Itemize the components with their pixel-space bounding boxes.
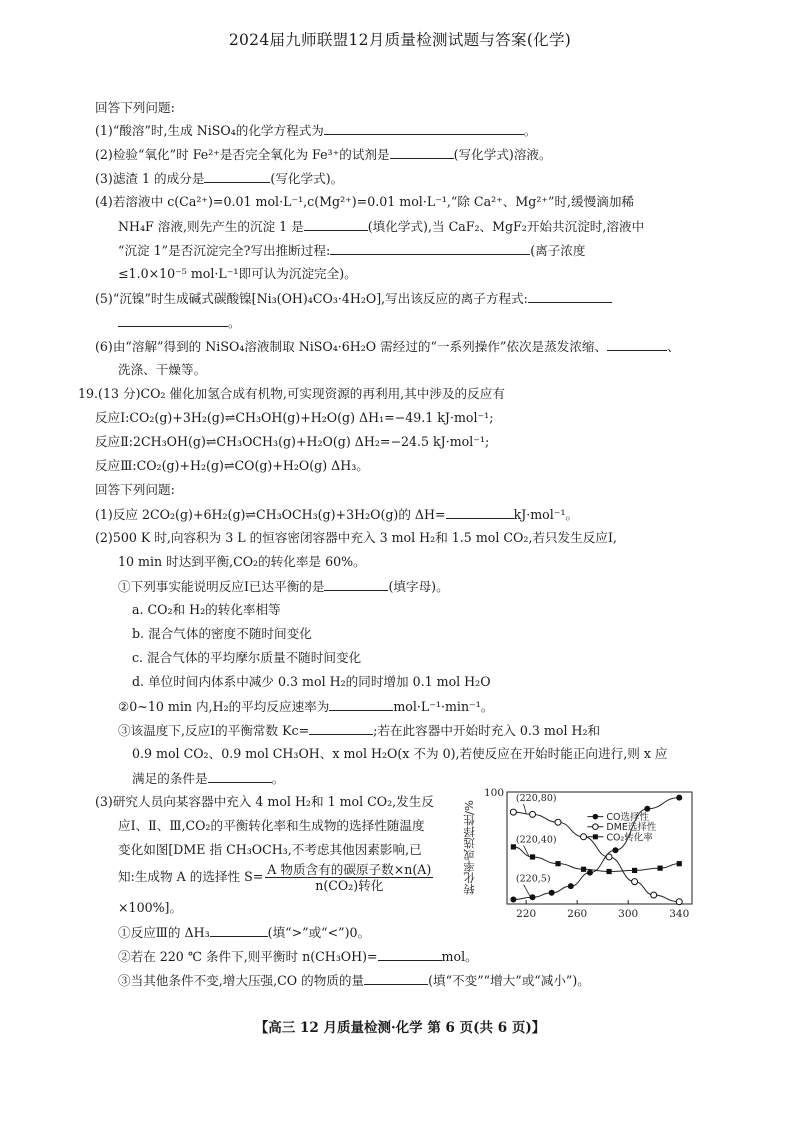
q19-intro: 19.(13 分)CO₂ 催化加氢合成有机物,可实现资源的再利用,其中涉及的反应有 xyxy=(78,386,505,401)
q18-part5-text: (5)“沉镍”时生成碱式碳酸镍[Ni₃(OH)₄CO₃·4H₂O],写出该反应的离子方程式: xyxy=(95,291,528,306)
q19-part2-sub3-line1 xyxy=(118,722,600,739)
data-point xyxy=(587,870,593,876)
answer-blank xyxy=(204,170,270,183)
q18-part4-line1: (4)若溶液中 c(Ca²⁺)=0.01 mol·L⁻¹,c(Mg²⁺)=0.01 mol·L⁻¹,“除 Ca²⁺、Mg²⁺”时,缓慢滴加稀 xyxy=(95,194,635,209)
q19-part2-sub3-line3 xyxy=(132,770,284,787)
q18-part3-end: (写化学式)。 xyxy=(270,171,344,186)
q18-part3-text: (3)滤渣 1 的成分是 xyxy=(95,171,205,186)
legend-marker xyxy=(593,814,599,820)
q19-part3-line4 xyxy=(118,860,435,894)
q19-part2-line1: (2)500 K 时,向容积为 3 L 的恒容密闭容器中充入 3 mol H₂和 1.5 mol CO₂,若只发生反应Ⅰ, xyxy=(95,530,617,545)
plot-frame xyxy=(507,792,692,904)
q19-part2-sub3-cond: 满足的条件是 xyxy=(132,771,208,786)
q18-part6-sep: 、 xyxy=(667,339,680,354)
answer-blank xyxy=(330,242,530,255)
data-point xyxy=(632,879,638,885)
data-point xyxy=(568,883,574,889)
q18-part4-line2-end: (填化学式),当 CaF₂、MgF₂开始共沉淀时,溶液中 xyxy=(367,219,645,234)
data-point xyxy=(510,809,516,815)
q19-part2-sub1-text: ①下列事实能说明反应Ⅰ已达平衡的是 xyxy=(118,579,325,594)
answer-blank xyxy=(304,218,368,231)
data-point xyxy=(530,854,535,859)
data-point xyxy=(555,861,560,866)
annotation-arrow xyxy=(524,804,527,813)
answer-blank xyxy=(378,948,442,961)
legend-marker xyxy=(593,824,599,830)
data-point xyxy=(581,867,586,872)
q19-part3-line5: ×100%]。 xyxy=(118,900,183,915)
q18-part4-line2-text: NH₄F 溶液,则先产生的沉淀 1 是 xyxy=(118,219,304,234)
answer-blank xyxy=(528,290,612,303)
q19-part2-sub2-text: ②0~10 min 内,H₂的平均反应速率为 xyxy=(118,699,330,714)
data-point xyxy=(676,795,682,801)
reaction-2: 反应Ⅱ:2CH₃OH(g)⇌CH₃OCH₃(g)+H₂O(g) ΔH₂=−24.5 kJ·mol⁻¹; xyxy=(95,434,490,449)
option-b: b. 混合气体的密度不随时间变化 xyxy=(132,626,312,641)
q18-part6-text: (6)由“溶解”得到的 NiSO₄溶液制取 NiSO₄·6H₂O 需经过的“一系列操作”依次是蒸发浓缩、 xyxy=(95,339,608,354)
data-point xyxy=(612,847,618,853)
data-point xyxy=(606,854,612,860)
q19-part3-line3: 变化如图[DME 指 CH₃OCH₃,不考虑其他因素影响,已 xyxy=(118,842,422,857)
q18-part5-line1 xyxy=(95,290,612,307)
legend-label: CO选择性 xyxy=(606,812,650,824)
q19-prompt: 回答下列问题: xyxy=(95,482,175,497)
x-tick-label: 260 xyxy=(567,908,588,920)
y-tick-label: 100 xyxy=(483,787,504,799)
legend-label: CO₂转化率 xyxy=(606,832,653,844)
answer-blank xyxy=(210,924,268,937)
q18-part1-text: (1)“酸溶”时,生成 NiSO₄的化学方程式为 xyxy=(95,123,324,138)
point-annotation: (220,5) xyxy=(515,873,551,885)
reaction-3: 反应Ⅲ:CO₂(g)+H₂(g)⇌CO(g)+H₂O(g) ΔH₃。 xyxy=(95,458,369,473)
q18-part2 xyxy=(95,146,552,163)
annotation-arrow xyxy=(524,885,530,897)
q19-part3-sub1-end: (填“>”或“<”)0。 xyxy=(267,925,371,940)
data-point xyxy=(632,868,637,873)
selectivity-fraction xyxy=(265,862,433,893)
data-point xyxy=(549,890,555,896)
answer-blank xyxy=(324,578,388,591)
q19-part2-sub2 xyxy=(118,698,493,715)
point-annotation: (220,80) xyxy=(515,792,557,804)
legend-marker xyxy=(593,834,598,839)
q19-part1 xyxy=(95,506,578,523)
legend-label: DME选择性 xyxy=(606,822,657,834)
q19-part2-sub1-end: (填字母)。 xyxy=(388,579,449,594)
q19-part2-sub3-text: ③该温度下,反应Ⅰ的平衡常数 Kc= xyxy=(118,723,310,738)
data-point xyxy=(555,819,561,825)
q19-part3-sub2 xyxy=(118,948,478,965)
answer-blank xyxy=(208,770,272,783)
q18-part1-end: 。 xyxy=(523,123,537,138)
selectivity-chart xyxy=(462,782,712,922)
q19-part3-sub3-end: (填“不变”“增大”或“减小”)。 xyxy=(428,973,590,988)
data-point xyxy=(530,811,536,817)
data-point xyxy=(581,834,587,840)
data-point xyxy=(510,897,516,903)
q19-part3-sub3-text: ③当其他条件不变,增大压强,CO 的物质的量 xyxy=(118,973,365,988)
q19-part2-sub3-end: 。 xyxy=(271,771,285,786)
q19-part3-sub1-text: ①反应Ⅲ的 ΔH₃ xyxy=(118,925,210,940)
answer-blank xyxy=(607,338,667,351)
data-point xyxy=(651,892,657,898)
option-d: d. 单位时间内体系中减少 0.3 mol H₂的同时增加 0.1 mol H₂O xyxy=(132,674,491,689)
q19-part3-line2: 应Ⅰ、Ⅱ、Ⅲ,CO₂的平衡转化率和生成物的选择性随温度 xyxy=(118,818,425,833)
q18-part3 xyxy=(95,170,343,187)
q18-part4-line3-text: “沉淀 1”是否沉淀完全?写出推断过程: xyxy=(118,243,331,258)
q18-part4-line4: ≤1.0×10⁻⁵ mol·L⁻¹即可认为沉淀完全)。 xyxy=(118,266,357,281)
answer-blank xyxy=(390,146,454,159)
fraction-denominator: n(CO₂)转化 xyxy=(315,878,384,893)
answer-blank xyxy=(309,722,373,735)
q18-part5-end: 。 xyxy=(228,315,241,330)
x-tick-label: 340 xyxy=(669,908,690,920)
data-point xyxy=(530,894,536,900)
q19-part3-sub2-text: ②若在 220 ℃ 条件下,则平衡时 n(CH₃OH)= xyxy=(118,949,378,964)
page-title: 2024届九师联盟12月质量检测试题与答案(化学) xyxy=(228,31,572,49)
q18-part1 xyxy=(95,122,537,139)
q18-part4-line3-end: (离子浓度 xyxy=(530,243,586,258)
series-line-2 xyxy=(513,847,679,872)
q19-part2-sub3-mid: ;若在此容器中开始时充入 0.3 mol H₂和 xyxy=(373,723,601,738)
data-point xyxy=(644,806,650,812)
q18-part2-end: (写化学式)溶液。 xyxy=(453,147,552,162)
q18-prompt: 回答下列问题: xyxy=(95,100,175,115)
q19-part2-sub1 xyxy=(118,578,449,595)
q19-part3-sub2-end: mol。 xyxy=(441,949,478,964)
answer-blank xyxy=(446,506,514,519)
q18-part6-line2: 洗涤、干燥等。 xyxy=(118,362,207,377)
data-point xyxy=(677,861,682,866)
x-tick-label: 220 xyxy=(516,908,537,920)
fraction-numerator: A 物质含有的碳原子数×n(A) xyxy=(267,862,432,877)
point-annotation: (220,40) xyxy=(515,834,557,846)
selectivity-def: 知:生成物 A 的选择性 S= xyxy=(118,869,264,884)
data-point xyxy=(676,899,682,905)
q19-part2-sub3-line2: 0.9 mol CO₂、0.9 mol CH₃OH、x mol H₂O(x 不为 0),若使反应在开始时能正向进行,则 x 应 xyxy=(132,746,668,761)
data-point xyxy=(606,869,611,874)
q19-part2-line2: 10 min 时达到平衡,CO₂的转化率是 60%。 xyxy=(118,554,366,569)
answer-blank xyxy=(329,698,393,711)
answer-blank xyxy=(118,314,228,327)
q19-part2-sub2-end: mol·L⁻¹·min⁻¹。 xyxy=(393,699,494,714)
q19-part1-end: kJ·mol⁻¹。 xyxy=(513,507,579,522)
q19-part1-text: (1)反应 2CO₂(g)+6H₂(g)⇌CH₃OCH₃(g)+3H₂O(g)的 ΔH= xyxy=(95,507,446,522)
data-point xyxy=(658,866,663,871)
page-footer: 【高三 12 月质量检测·化学 第 6 页(共 6 页)】 xyxy=(254,1020,546,1036)
q19-part3-sub3 xyxy=(118,972,590,989)
option-c: c. 混合气体的平均摩尔质量不随时间变化 xyxy=(132,650,362,665)
reaction-1: 反应Ⅰ:CO₂(g)+3H₂(g)⇌CH₃OH(g)+H₂O(g) ΔH₁=−49.1 kJ·mol⁻¹; xyxy=(95,410,494,425)
q19-part3-sub1 xyxy=(118,924,370,941)
chart-y-axis-label: 转化率或选择性/% xyxy=(462,800,476,896)
answer-blank xyxy=(324,122,524,135)
q18-part5-line2 xyxy=(118,314,241,331)
answer-blank xyxy=(364,972,428,985)
q18-part2-text: (2)检验“氧化”时 Fe²⁺是否完全氧化为 Fe³⁺的试剂是 xyxy=(95,147,390,162)
option-a: a. CO₂和 H₂的转化率相等 xyxy=(132,602,281,617)
q19-part3-line1: (3)研究人员向某容器中充入 4 mol H₂和 1 mol CO₂,发生反 xyxy=(95,794,434,809)
q18-part4-line3 xyxy=(118,242,586,259)
q18-part6-line1 xyxy=(95,338,680,355)
q18-part4-line2 xyxy=(118,218,644,235)
x-tick-label: 300 xyxy=(618,908,639,920)
